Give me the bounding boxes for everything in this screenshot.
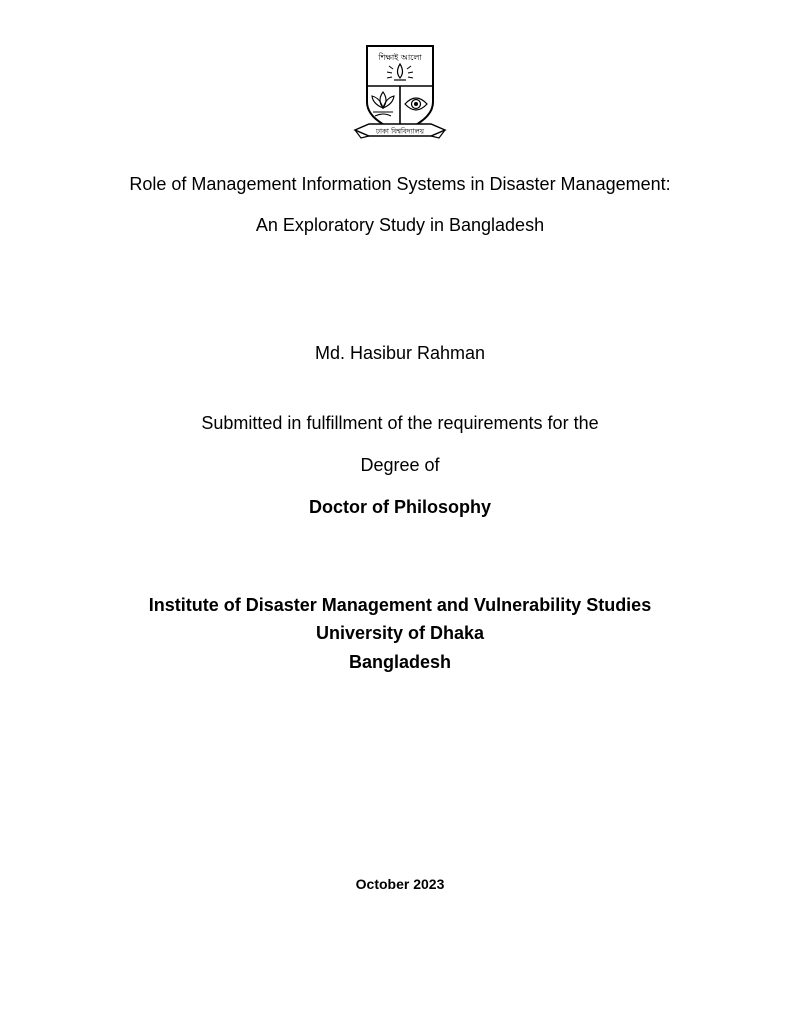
institute-name: Institute of Disaster Management and Vulnerability Studies (148, 595, 652, 615)
university-seal-logo (351, 42, 449, 142)
degree-name: Doctor of Philosophy (309, 497, 491, 517)
degree-of-label: Degree of (360, 455, 440, 475)
svg-text:শিক্ষাই আলো: শিক্ষাই আলো (378, 53, 422, 62)
submission-date: October 2023 (355, 876, 445, 892)
author-name: Md. Hasibur Rahman (314, 343, 486, 363)
university-name: University of Dhaka (315, 623, 485, 643)
submission-statement: Submitted in fulfillment of the requirements for the (201, 413, 599, 433)
country-name: Bangladesh (348, 652, 452, 672)
svg-text:ঢাকা বিশ্ববিদ্যালয়: ঢাকা বিশ্ববিদ্যালয় (375, 127, 425, 136)
thesis-title-line-2: An Exploratory Study in Bangladesh (255, 215, 545, 235)
thesis-title-line-1: Role of Management Information Systems in Disaster Management: (129, 174, 671, 194)
